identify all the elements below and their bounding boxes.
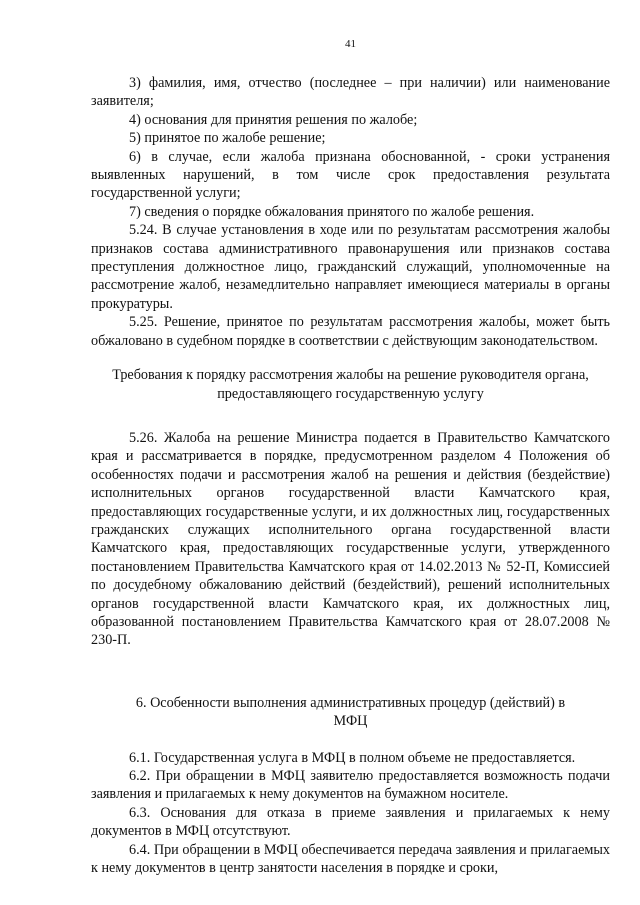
page-number: 41 <box>345 38 356 50</box>
paragraph-6-4: 6.4. При обращении в МФЦ обеспечивается передача заявления и прилагаемых к нему документов в центр занятости населения в порядке и сроки, <box>91 841 610 877</box>
paragraph-5-25: 5.25. Решение, принятое по результатам рассмотрения жалобы, может быть обжаловано в судебном порядке в соответствии с действующим законодательством. <box>91 314 610 349</box>
section-heading-complaints: Требования к порядку рассмотрения жалобы на решение руководителя органа, предоставляющего государственную услугу <box>112 367 589 402</box>
list-item: 4) основания для принятия решения по жалобе; <box>129 111 418 128</box>
list-item: 3) фамилия, имя, отчество (последнее – при наличии) или наименование заявителя; <box>91 75 610 110</box>
paragraph-5-26: 5.26. Жалоба на решение Министра подается в Правительство Камчатского края и рассматривается в порядке, предусмотренном разделом 4 Положения об особенностях подачи и рассмотрения жалоб на решения и действия (бездействие) исполнительных органов государственной власти Камчатского края, предоставляющих государственные услуги, и их должностных лиц, государственных гражданских служащих исполнительного органа государственной власти Камчатского края, предоставляющих государственные услуги, утвержденного постановлением Правительства Камчатского края от 14.02.2013 № 52-П, Комиссией по досудебному обжалованию действий (бездействий), решений исполнительных органов государственной власти Камчатского края, их должностных лиц, образованной постановлением Правительства Камчатского края от 28.07.2008 № 230-П. <box>91 429 610 649</box>
list-item: 5) принятое по жалобе решение; <box>129 130 326 147</box>
paragraph-6-1: 6.1. Государственная услуга в МФЦ в полном объеме не предоставляется. <box>129 749 576 766</box>
list-item: 7) сведения о порядке обжалования принятого по жалобе решения. <box>129 203 535 220</box>
list-item: 6) в случае, если жалоба признана обоснованной, - сроки устранения выявленных нарушений, в том числе срок предоставления результата государственной услуги; <box>91 148 610 202</box>
paragraph-6-3: 6.3. Основания для отказа в приеме заявления и прилагаемых к нему документов в МФЦ отсутствуют. <box>91 804 610 840</box>
paragraph-5-24: 5.24. В случае установления в ходе или по результатам рассмотрения жалобы признаков состава административного правонарушения или признаков состава преступления должностное лицо, гражданский служащий, уполномоченные на рассмотрение жалоб, незамедлительно направляет имеющиеся материалы в органы прокуратуры. <box>91 222 610 312</box>
section-heading-mfc: 6. Особенности выполнения административных процедур (действий) в МФЦ <box>135 694 566 730</box>
paragraph-6-2: 6.2. При обращении в МФЦ заявителю предоставляется возможность подачи заявления и прилагаемых к нему документов на бумажном носителе. <box>91 768 610 803</box>
